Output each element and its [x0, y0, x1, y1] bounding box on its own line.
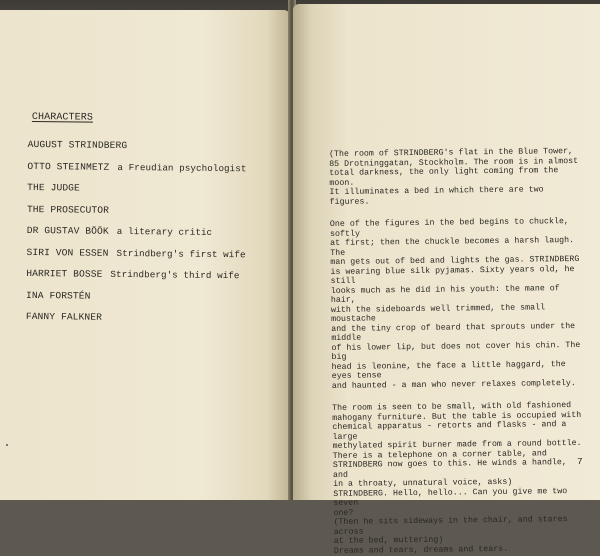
- character-entry: [26, 268, 288, 292]
- character-entry: [26, 311, 288, 335]
- right-page: [293, 4, 600, 556]
- character-name: OTTO STEINMETZ: [27, 160, 110, 173]
- dialogue-text: Dreams and tears, dreams and tears.: [333, 544, 509, 556]
- character-list: [26, 112, 290, 335]
- character-description: Strindberg's third wife: [110, 268, 240, 282]
- character-entry: [27, 182, 289, 206]
- character-name: AUGUST STRINDBERG: [27, 138, 128, 152]
- character-name: THE JUDGE: [27, 181, 80, 194]
- character-name: THE PROSECUTOR: [26, 203, 110, 216]
- character-name: HARRIET BOSSE: [26, 267, 103, 280]
- character-entry: [27, 139, 289, 163]
- character-name: SIRI VON ESSEN: [26, 246, 109, 259]
- characters-heading: CHARACTERS: [31, 112, 94, 124]
- character-entry: [27, 225, 289, 249]
- script-text: [329, 147, 586, 556]
- dialogue-text: Hello, hello... Can you give me two seven one?: [333, 486, 568, 518]
- character-entry: [27, 203, 289, 227]
- character-entry: [26, 289, 288, 313]
- stage-direction: One of the figures in the bed begins to chuckle, softly at first; then the chuckle becomes a harsh laugh. The man gets out of bed and lights the gas. STRINDBERG is wearing blue silk pyjamas. Sixty years old, he still looks much as he did in his youth: the mane of hair, with the sideboards well trimmed, the small moustache and the tiny crop of beard that sprouts under the middle of his lower lip, but does not cover his chin. The big head is leonine, the face a little haggard, the eyes tense and haunted - a man who never relaxes completely.: [329, 217, 581, 391]
- character-description: a Freudian psychologist: [117, 161, 247, 174]
- character-entry: [27, 160, 289, 184]
- character-name: DR GUSTAV BÖÖK: [26, 224, 109, 237]
- page-number: 7: [577, 456, 583, 467]
- character-entry: [26, 246, 288, 270]
- character-description: a literary critic: [116, 225, 213, 238]
- character-description: Strindberg's first wife: [116, 247, 246, 260]
- page-speck: [6, 444, 8, 446]
- left-page: [0, 10, 290, 500]
- character-name: FANNY FALKNER: [25, 310, 103, 323]
- character-name: INA FORSTÉN: [26, 289, 91, 302]
- character-rows: [26, 139, 290, 335]
- stage-direction: The room is seen to be small, with old fashioned mahogany furniture. But the table is occupied with chemical apparatus - retorts and flasks - and a large methylated spirit burner made from a round bottle. There is a telephone on a corner table, and STRINDBERG now goes to this. He winds a handle, and in a throaty, unnatural voice, asks): [332, 401, 582, 489]
- stage-direction: (Then he sits sideways in the chair, and stares across at the bed, muttering): [333, 515, 568, 546]
- speaker-name: STRINDBERG.: [333, 488, 389, 499]
- stage-direction: (The room of STRINDBERG's flat in the Blue Tower, 85 Drotninggatan, Stockholm. The room is in almost total darkness, the only light coming from the moon. It illuminates a bed in which there are two figures.: [329, 147, 579, 207]
- dialogue-line: [333, 486, 585, 518]
